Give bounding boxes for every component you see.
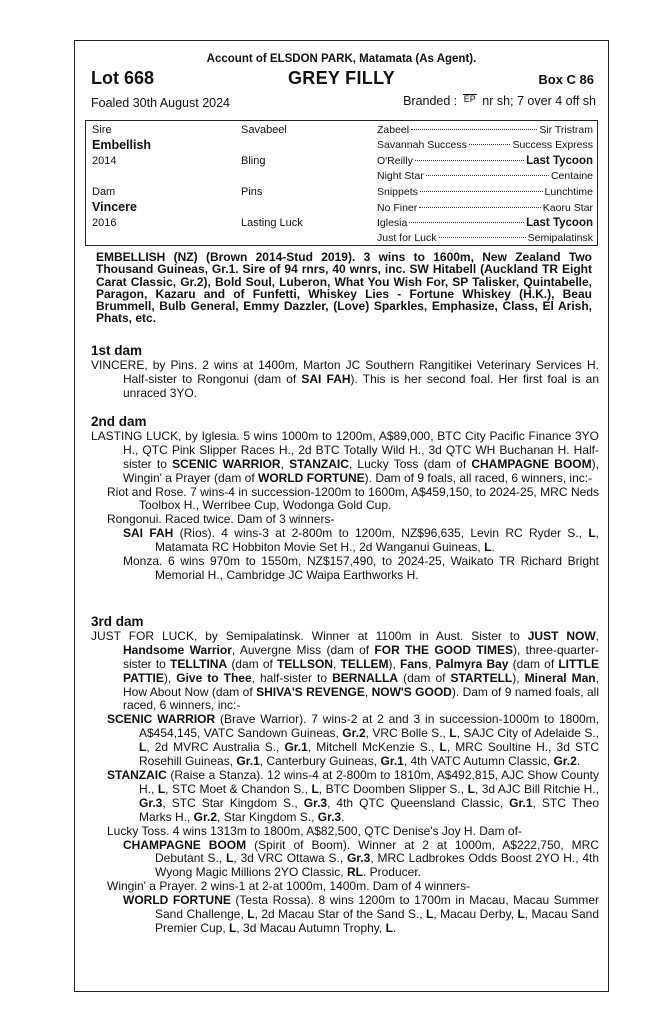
progeny-entry: Riot and Rose. 7 wins-4 in succession-1200m to 1600m, A$459,150, to 2024-25, MRC Neds Toolbox H., Werribee Cup, Wodonga Gold Cup. [107, 484, 599, 513]
sire-year: 2014 [92, 155, 117, 167]
sire-paragraph: EMBELLISH (NZ) (Brown 2014-Stud 2019). 3 wins to 1600m, New Zealand Two Thousand Guineas, Gr.1. Sire of 94 rnrs, 40 wnrs, inc. SW Hitabell (Auckland TR Eight Carat Classic, Gr.2), Bold Soul, Luberon, What You Wish For, SP Talisker, Quintabelle, Paragon, Kazaru and of Funfetti, Whiskey Lies - Fortune Whiskey (H.K.), Beau Brummell, Bulb General, Emmy Dazzler, (Love) Sparkles, Emphasize, Class, El Arish, Phats, etc. [96, 250, 592, 326]
gg-row: Snippets Lunchtime [377, 186, 593, 198]
foaled-date: Foaled 30th August 2024 [91, 96, 231, 110]
gg-row: Night Star Centaine [377, 170, 593, 182]
dam-paragraph: LASTING LUCK, by Iglesia. 5 wins 1000m to 1200m, A$89,000, BTC City Pacific Finance 3YO H., QTC Pink Slipper Races H., 2d BTC Totally Wild H., 3d QTC WH Buchanan H. Half-sister to SCENIC WARRIOR, STANZAIC, Lucky Toss (dam of CHAMPAGNE BOOM), Wingin' a Prayer (dam of WORLD FORTUNE). Dam of 9 foals, all raced, 6 winners, inc:- [91, 428, 599, 485]
progeny-entry: Rongonui. Raced twice. Dam of 3 winners- [107, 512, 335, 527]
section-title: 3rd dam [91, 614, 144, 629]
progeny-entry: Monza. 6 wins 970m to 1550m, NZ$157,490, to 2024-25, Waikato TR Richard Bright Memorial H., Cambridge JC Waipa Earthworks H. [123, 554, 599, 582]
dam-paragraph: VINCERE, by Pins. 2 wins at 1400m, Marton JC Southern Rangitikei Veterinary Services H. Half-sister to Rongonui (dam of SAI FAH). This is her second foal. Her first foal is an unraced 3YO. [91, 357, 600, 400]
dam-year: 2016 [92, 217, 117, 229]
first-dam-section [91, 344, 599, 401]
pedigree-table [85, 120, 598, 246]
dam-dam: Lasting Luck [241, 217, 303, 229]
progeny-entry: Lucky Toss. 4 wins 1313m to 1800m, A$82,500, QTC Denise's Joy H. Dam of- [107, 823, 522, 838]
catalogue-page [74, 40, 609, 992]
progeny-entry: STANZAIC (Raise a Stanza). 12 wins-4 at 2-800m to 1810m, A$492,815, AJC Show County H., L, STC Moet & Chandon S., L, BTC Doomben Slipper S., L, 3d AJC Bill Ritchie H., Gr.3, STC Star Kingdom S., Gr.3, 4th QTC Queensland Classic, Gr.1, STC Theo Marks H., Gr.2, Star Kingdom S., Gr.3. [107, 767, 600, 824]
dam-sire: Pins [241, 186, 263, 198]
brand-info [403, 94, 596, 108]
dam-label: Dam [92, 186, 116, 198]
sire-name: Embellish [92, 138, 152, 152]
dam-paragraph: JUST FOR LUCK, by Semipalatinsk. Winner at 1100m in Aust. Sister to JUST NOW, Handsome Warrior, Auvergne Miss (dam of FOR THE GOOD TIMES), three-quarter-sister to TELLTINA (dam of TELLSON, TELLEM), Fans, Palmyra Bay (dam of LITTLE PATTIE), Give to Thee, half-sister to BERNALLA (dam of STARTELL), Mineral Man, How About Now (dam of SHIVA'S REVENGE, NOW'S GOOD). Dam of 9 named foals, all raced, 6 winners, inc:- [91, 628, 600, 713]
gg-row: Zabeel Sir Tristram [377, 124, 593, 136]
box-number: Box C 86 [538, 72, 594, 87]
section-title: 1st dam [91, 343, 143, 358]
gg-row: Just for Luck Semipalatinsk [377, 232, 593, 244]
dam-name: Vincere [92, 200, 137, 214]
gg-row: Iglesia Last Tycoon [377, 217, 593, 229]
second-dam-section [91, 415, 599, 583]
vendor-account: Account of ELSDON PARK, Matamata (As Agent). [206, 53, 477, 65]
lot-number: Lot 668 [91, 68, 155, 88]
progeny-entry: SCENIC WARRIOR (Brave Warrior). 7 wins-2 at 2 and 3 in succession-1000m to 1800m, A$454,145, VATC Sandown Guineas, Gr.2, VRC Bolle S., L, SAJC City of Adelaide S., L, 2d MVRC Australia S., Gr.1, Mitchell McKenzie S., L, MRC Soultine H., 3d STC Rosehill Guineas, Gr.1, Canterbury Guineas, Gr.1, 4th VATC Autumn Classic, Gr.2. [107, 712, 600, 769]
sire-dam: Bling [241, 155, 266, 167]
progeny-entry: Wingin' a Prayer. 2 wins-1 at 2-at 1000m, 1400m. Dam of 4 winners- [107, 879, 471, 894]
sire-label: Sire [92, 124, 112, 136]
branded-label: Branded : [403, 94, 458, 108]
progeny-entry: CHAMPAGNE BOOM (Spirit of Boom). Winner at 2 at 1000m, A$222,750, MRC Debutant S., L, 3d VRC Ottawa S., Gr.3, MRC Ladbrokes Odds Boost 2YO H., 4th Wyong Magic Millions 2YO Classic, RL. Producer. [123, 837, 600, 880]
horse-sex-colour: GREY FILLY [287, 68, 396, 88]
section-title: 2nd dam [91, 414, 147, 429]
third-dam-section [91, 615, 599, 936]
progeny-entry: WORLD FORTUNE (Testa Rossa). 8 wins 1200m to 1700m in Macau, Macau Summer Sand Challenge, L, 2d Macau Star of the Sand S., L, Macau Derby, L, Macau Sand Premier Cup, L, 3d Macau Autumn Trophy, L. [123, 893, 600, 935]
branded-detail: nr sh; 7 over 4 off sh [482, 94, 596, 108]
gg-row: Savannah Success Success Express [377, 139, 593, 151]
brand-mark-icon: EP [463, 94, 476, 104]
gg-row: No Finer Kaoru Star [377, 202, 593, 214]
progeny-entry: SAI FAH (Rios). 4 wins-3 at 2-800m to 1200m, NZ$96,635, Levin RC Ryder S., L, Matamata RC Hobbiton Movie Set H., 2d Wanganui Guineas, L. [123, 526, 599, 555]
sire-sire: Savabeel [241, 124, 287, 136]
gg-row: O'Reilly Last Tycoon [377, 155, 593, 167]
